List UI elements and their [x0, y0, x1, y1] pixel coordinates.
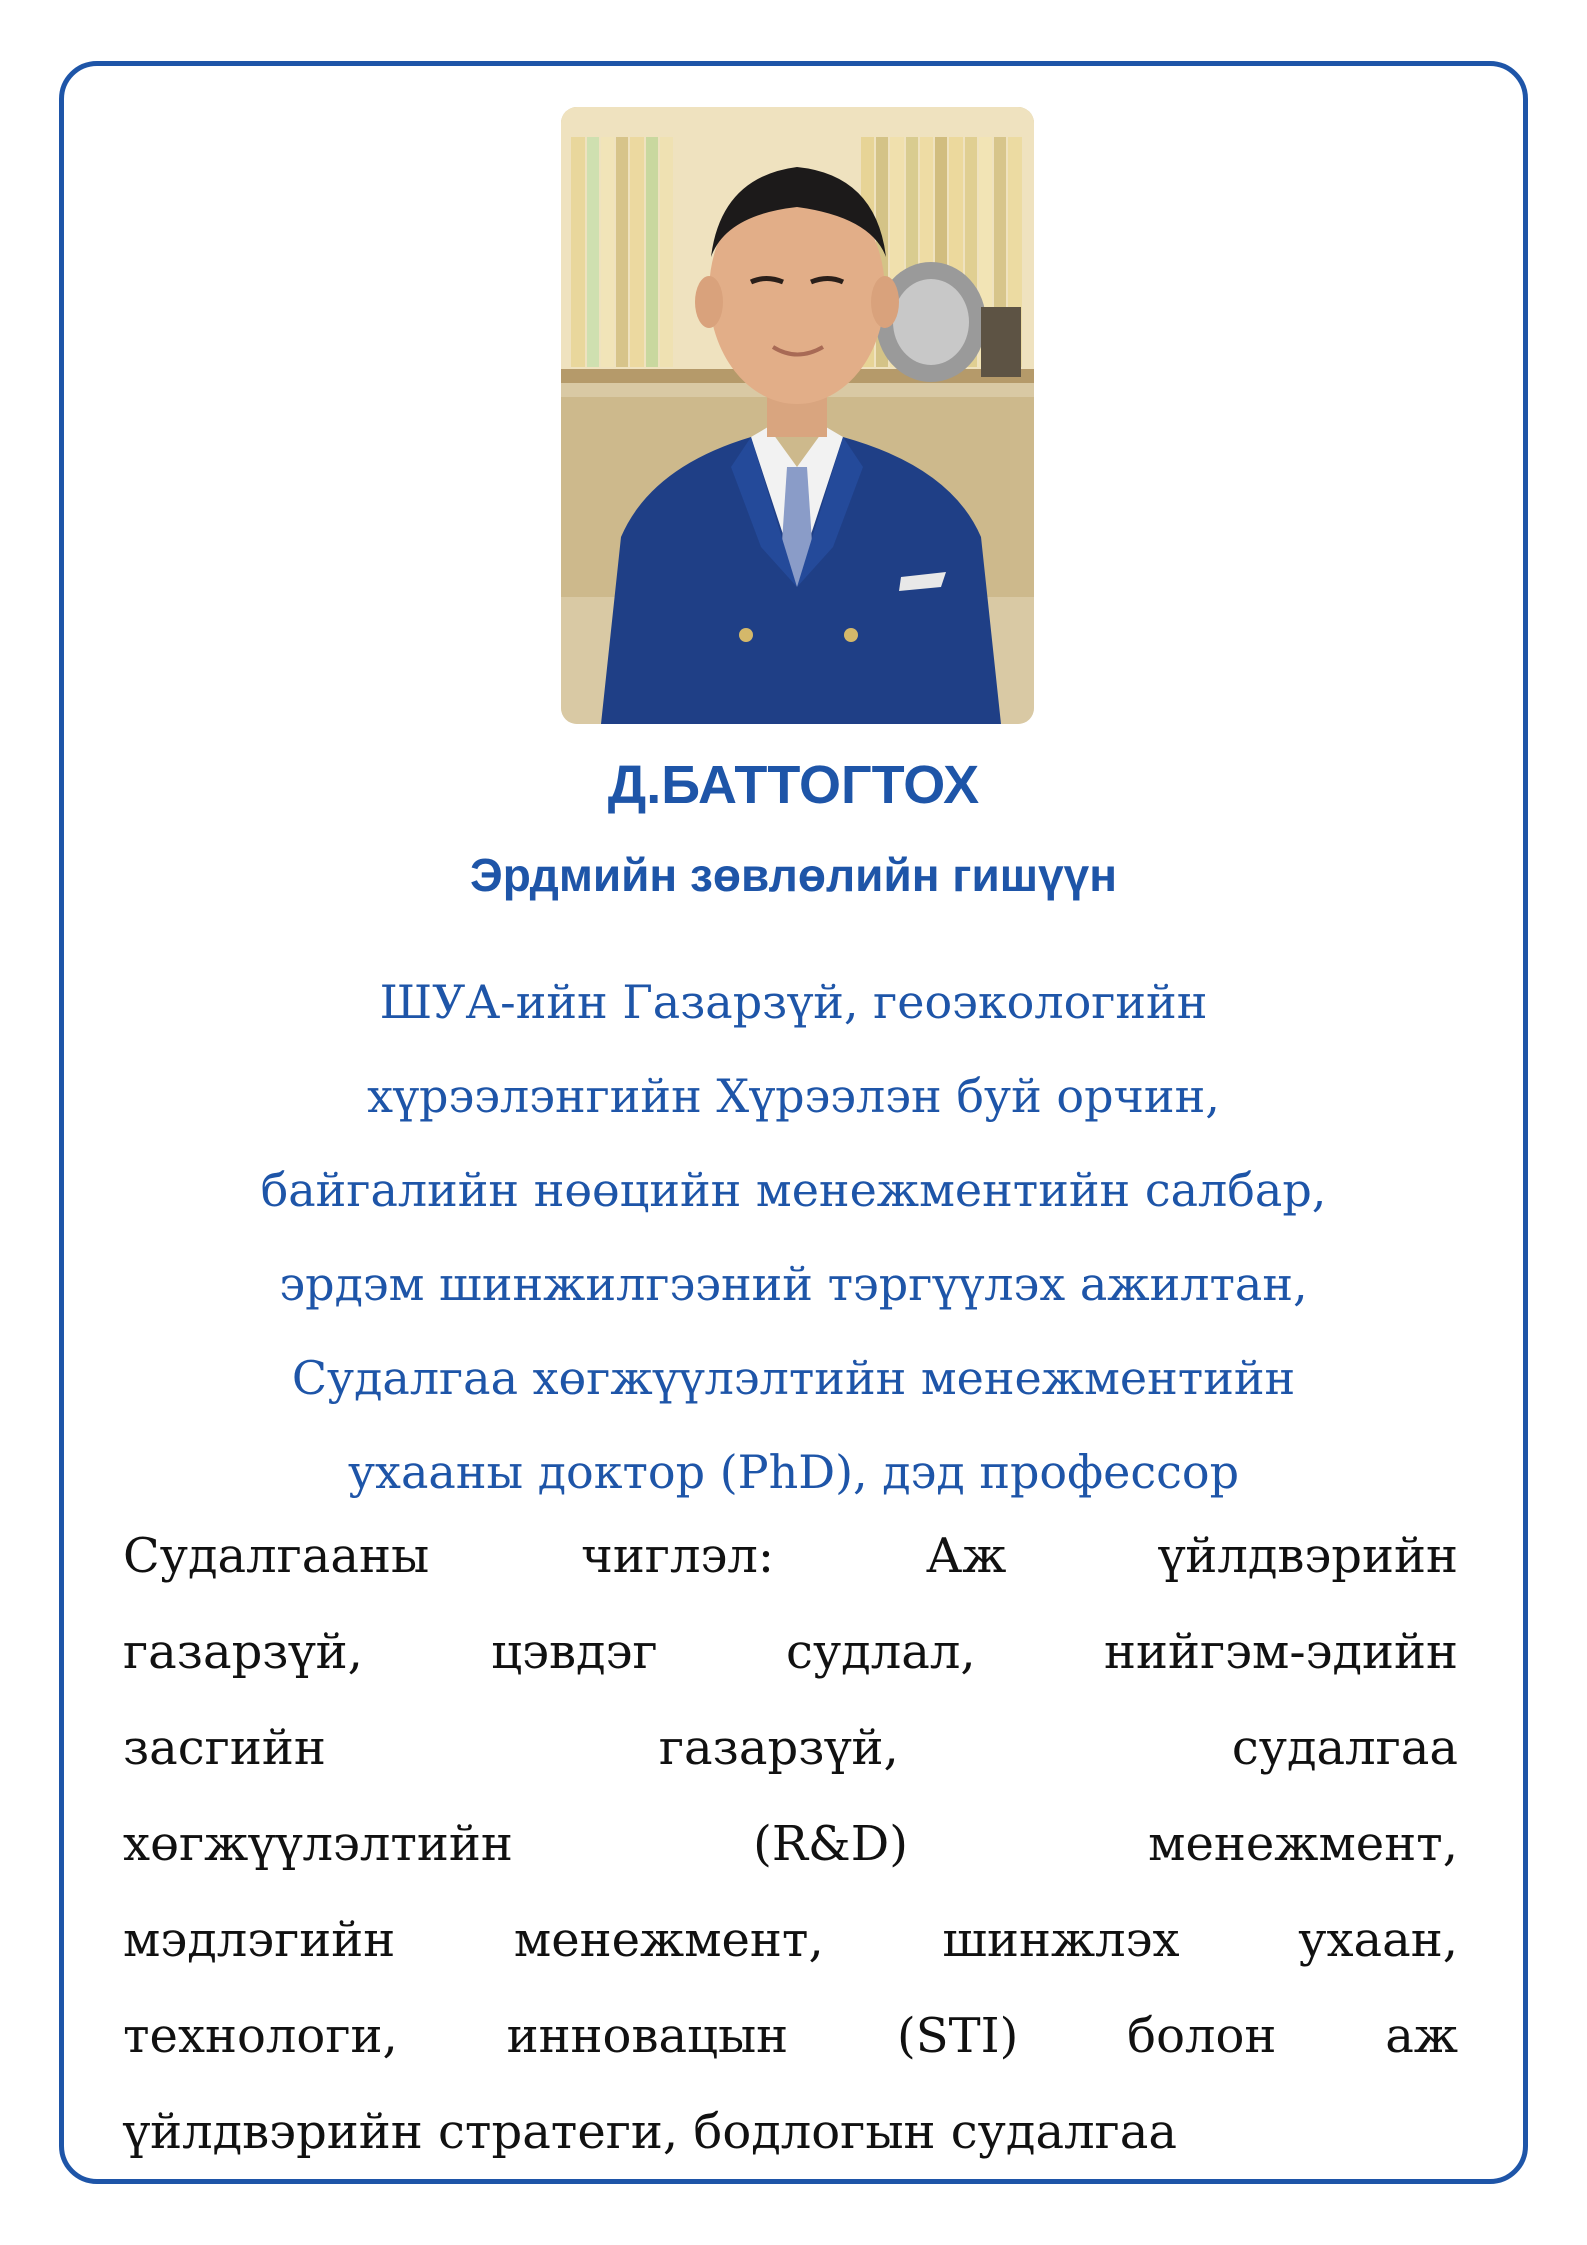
research-line: засгийн газарзүй, судалгаа: [123, 1720, 1458, 1776]
person-role: Эрдмийн зөвлөлийн гишүүн: [469, 849, 1118, 901]
affiliation-line: ухааны доктор (PhD), дэд профессор: [347, 1445, 1240, 1499]
affiliation-block: [90, 955, 1497, 1519]
research-line: газарзүй, цэвдэг судлал, нийгэм-эдийн: [123, 1624, 1458, 1680]
portrait-photo: [561, 107, 1034, 724]
research-line: хөгжүүлэлтийн (R&D) менежмент,: [123, 1816, 1458, 1872]
person-name: Д.БАТТОГТОХ: [607, 755, 980, 815]
research-interests: [123, 1508, 1458, 2180]
affiliation-line: ШУА-ийн Газарзүй, геоэкологийн: [379, 975, 1208, 1029]
research-line: мэдлэгийн менежмент, шинжлэх ухаан,: [123, 1912, 1458, 1968]
research-line: технологи, инновацын (STI) болон аж: [123, 2008, 1458, 2064]
affiliation-line: Судалгаа хөгжүүлэлтийн менежментийн: [291, 1351, 1296, 1405]
research-line: Судалгааны чиглэл: Аж үйлдвэрийн: [123, 1528, 1458, 1584]
affiliation-line: хүрээлэнгийн Хүрээлэн буй орчин,: [367, 1069, 1220, 1123]
research-line: үйлдвэрийн стратеги, бодлогын судалгаа: [123, 2104, 1177, 2160]
affiliation-line: байгалийн нөөцийн менежментийн салбар,: [260, 1163, 1327, 1217]
affiliation-line: эрдэм шинжилгээний тэргүүлэх ажилтан,: [279, 1257, 1308, 1311]
